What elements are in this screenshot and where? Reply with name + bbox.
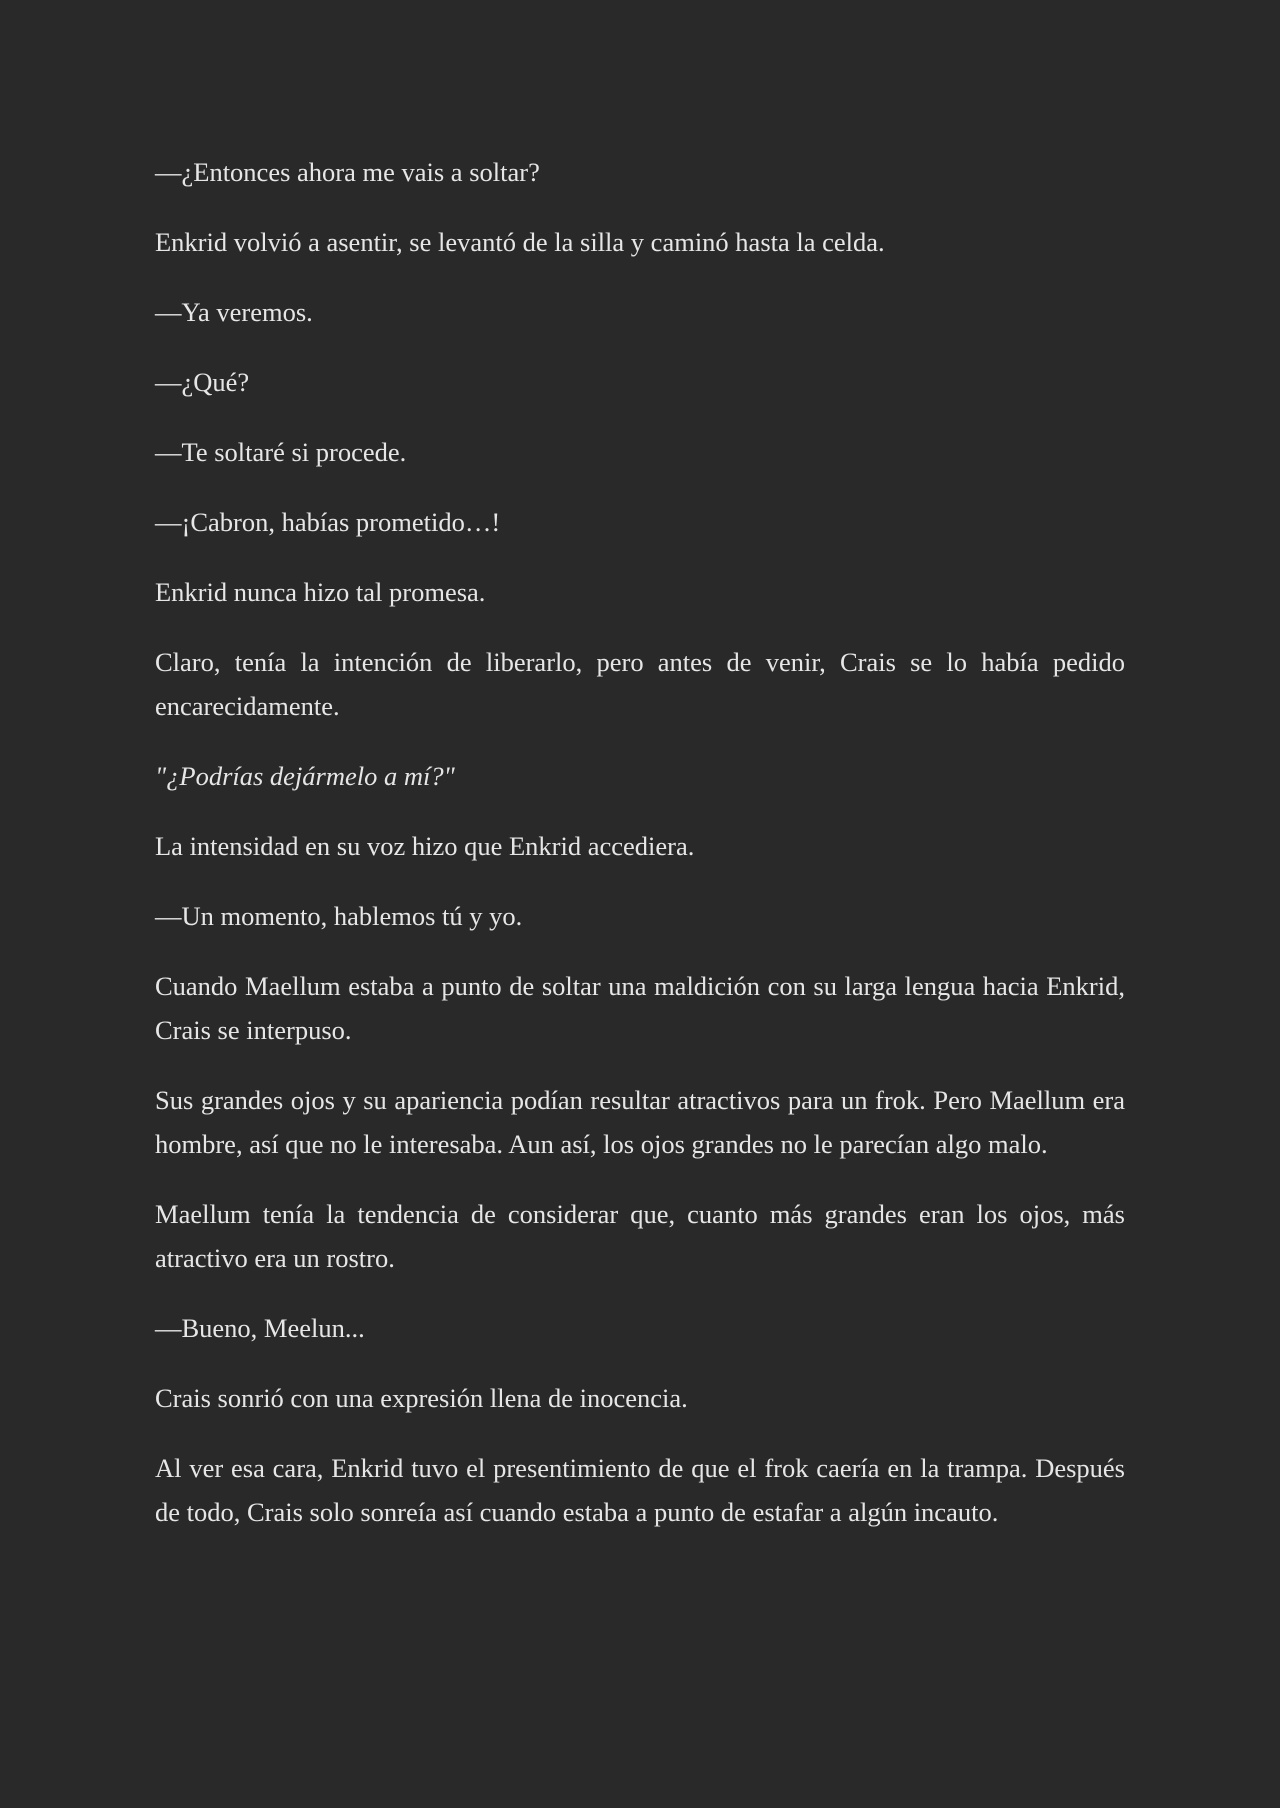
paragraph: Cuando Maellum estaba a punto de soltar una maldición con su larga lengua hacia Enkrid, Crais se interpuso. [155,971,1125,1045]
paragraph: —¿Qué? [155,367,250,397]
paragraph: —Te soltaré si procede. [155,437,407,467]
paragraph: —¿Entonces ahora me vais a soltar? [155,157,540,187]
paragraph: Sus grandes ojos y su apariencia podían resultar atractivos para un frok. Pero Maellum era hombre, así que no le interesaba. Aun así, los ojos grandes no le parecían algo malo. [155,1085,1125,1159]
paragraph: —Un momento, hablemos tú y yo. [155,901,523,931]
paragraph: La intensidad en su voz hizo que Enkrid accediera. [155,831,695,861]
paragraph: —Bueno, Meelun... [155,1313,365,1343]
paragraph: Maellum tenía la tendencia de considerar que, cuanto más grandes eran los ojos, más atractivo era un rostro. [155,1199,1125,1273]
paragraph: —Ya veremos. [155,297,313,327]
paragraph: Enkrid nunca hizo tal promesa. [155,577,486,607]
paragraph: Enkrid volvió a asentir, se levantó de la silla y caminó hasta la celda. [155,227,885,257]
italic-quote-paragraph: "¿Podrías dejármelo a mí?" [155,761,455,791]
paragraph: Crais sonrió con una expresión llena de inocencia. [155,1383,688,1413]
paragraph: —¡Cabron, habías prometido…! [155,507,501,537]
paragraph: Claro, tenía la intención de liberarlo, pero antes de venir, Crais se lo había pedido encarecidamente. [155,647,1125,721]
paragraph: Al ver esa cara, Enkrid tuvo el presentimiento de que el frok caería en la trampa. Después de todo, Crais solo sonreía así cuando estaba a punto de estafar a algún incauto. [155,1453,1125,1527]
